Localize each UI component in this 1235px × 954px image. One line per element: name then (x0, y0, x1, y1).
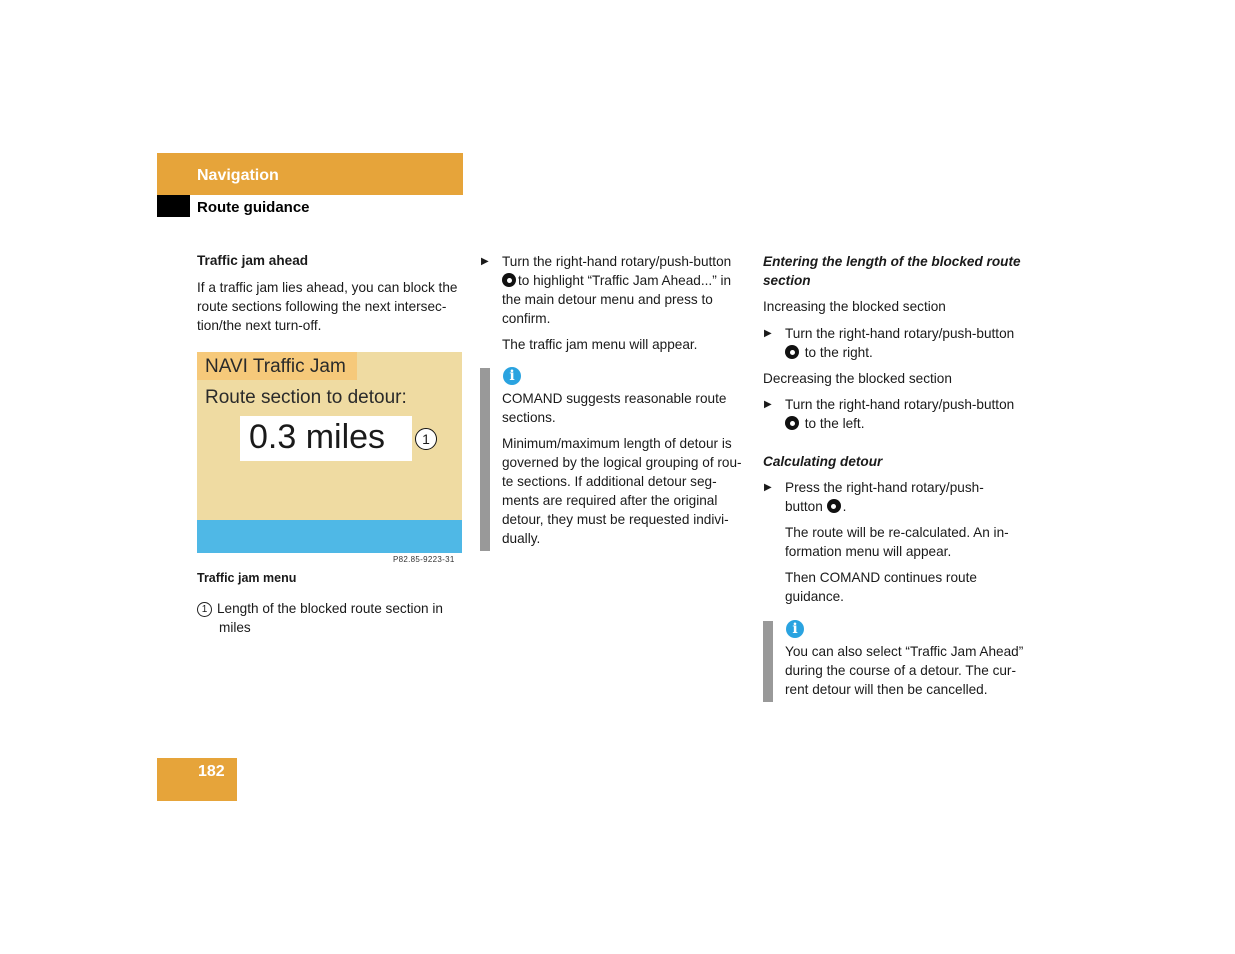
info-line: rent detour will then be cancelled. (785, 682, 988, 697)
figure-caption: Traffic jam menu (197, 571, 297, 585)
step-line: to the right. (804, 345, 873, 360)
info-note-bar (763, 621, 773, 702)
heading-traffic-jam-ahead: Traffic jam ahead (197, 253, 309, 268)
rotary-knob-icon (502, 273, 516, 287)
traffic-jam-menu-screen (197, 352, 462, 553)
step-line: to the left. (804, 416, 865, 431)
legend-number: 1 (197, 602, 212, 617)
decreasing-label: Decreasing the blocked section (763, 371, 952, 386)
intro-line: tion/the next turn-off. (197, 318, 322, 333)
instruction-step (502, 252, 752, 328)
info-line: Minimum/maximum length of detour is (502, 436, 732, 451)
image-code: P82.85-9223-31 (393, 555, 455, 564)
legend-item (197, 599, 443, 637)
intro-line: If a traffic jam lies ahead, you can block the (197, 280, 458, 295)
info-note (785, 642, 1035, 699)
heading-line: Entering the length of the blocked route (763, 254, 1021, 269)
rotary-knob-icon (785, 345, 799, 359)
screen-label: Route section to detour: (205, 387, 407, 408)
info-note-bar (480, 368, 490, 551)
screen-title: NAVI Traffic Jam (205, 356, 346, 377)
info-line: dually. (502, 531, 541, 546)
info-line: detour, they must be requested indivi- (502, 512, 729, 527)
intro-line: route sections following the next intersec- (197, 299, 447, 314)
bullet-arrow-icon: ▶ (481, 256, 489, 267)
subsection-marker (157, 195, 190, 217)
screen-value: 0.3 miles (249, 418, 386, 456)
step-line: to highlight “Traffic Jam Ahead...” in (518, 273, 732, 288)
subsection-title: Route guidance (197, 199, 310, 216)
heading-entering-length (763, 252, 1021, 290)
bullet-arrow-icon: ▶ (764, 482, 772, 493)
step-line: button (785, 499, 823, 514)
result-line: The route will be re-calculated. An in- (785, 525, 1009, 540)
info-note (502, 389, 754, 548)
intro-paragraph (197, 278, 457, 335)
step-result (785, 523, 1009, 561)
increasing-label: Increasing the blocked section (763, 299, 946, 314)
info-line: ments are required after the original (502, 493, 718, 508)
result-line: guidance. (785, 589, 844, 604)
step-line-end: . (842, 499, 847, 514)
heading-calculating-detour: Calculating detour (763, 454, 883, 469)
info-icon: i (503, 367, 521, 385)
step-line: confirm. (502, 311, 551, 326)
bullet-arrow-icon: ▶ (764, 399, 772, 410)
step-line: Turn the right-hand rotary/push-button (785, 397, 1015, 412)
info-line: governed by the logical grouping of rou- (502, 455, 742, 470)
step-line: Turn the right-hand rotary/push-button (785, 326, 1015, 341)
callout-marker: 1 (415, 428, 437, 450)
step-result: The traffic jam menu will appear. (502, 337, 698, 352)
screen-blue-bar (197, 520, 462, 553)
result-line: formation menu will appear. (785, 544, 952, 559)
step-line: the main detour menu and press to (502, 292, 713, 307)
bullet-arrow-icon: ▶ (764, 328, 772, 339)
result-line: Then COMAND continues route (785, 570, 977, 585)
section-title: Navigation (197, 167, 279, 184)
instruction-step (785, 395, 1014, 433)
legend-text: miles (219, 620, 251, 635)
info-line: te sections. If additional detour seg- (502, 474, 717, 489)
page-number: 182 (198, 763, 225, 780)
heading-line: section (763, 273, 811, 288)
info-icon: i (786, 620, 804, 638)
instruction-step (785, 324, 1014, 362)
rotary-knob-icon (785, 416, 799, 430)
info-line: COMAND suggests reasonable route (502, 391, 727, 406)
step-line: Press the right-hand rotary/push- (785, 480, 984, 495)
step-line: Turn the right-hand rotary/push-button (502, 254, 732, 269)
step-result (785, 568, 977, 606)
rotary-knob-icon (827, 499, 841, 513)
page-number-box (157, 758, 237, 801)
legend-text: Length of the blocked route section in (217, 601, 443, 616)
info-line: sections. (502, 410, 556, 425)
info-line: during the course of a detour. The cur- (785, 663, 1016, 678)
info-line: You can also select “Traffic Jam Ahead” (785, 644, 1024, 659)
instruction-step (785, 478, 984, 516)
